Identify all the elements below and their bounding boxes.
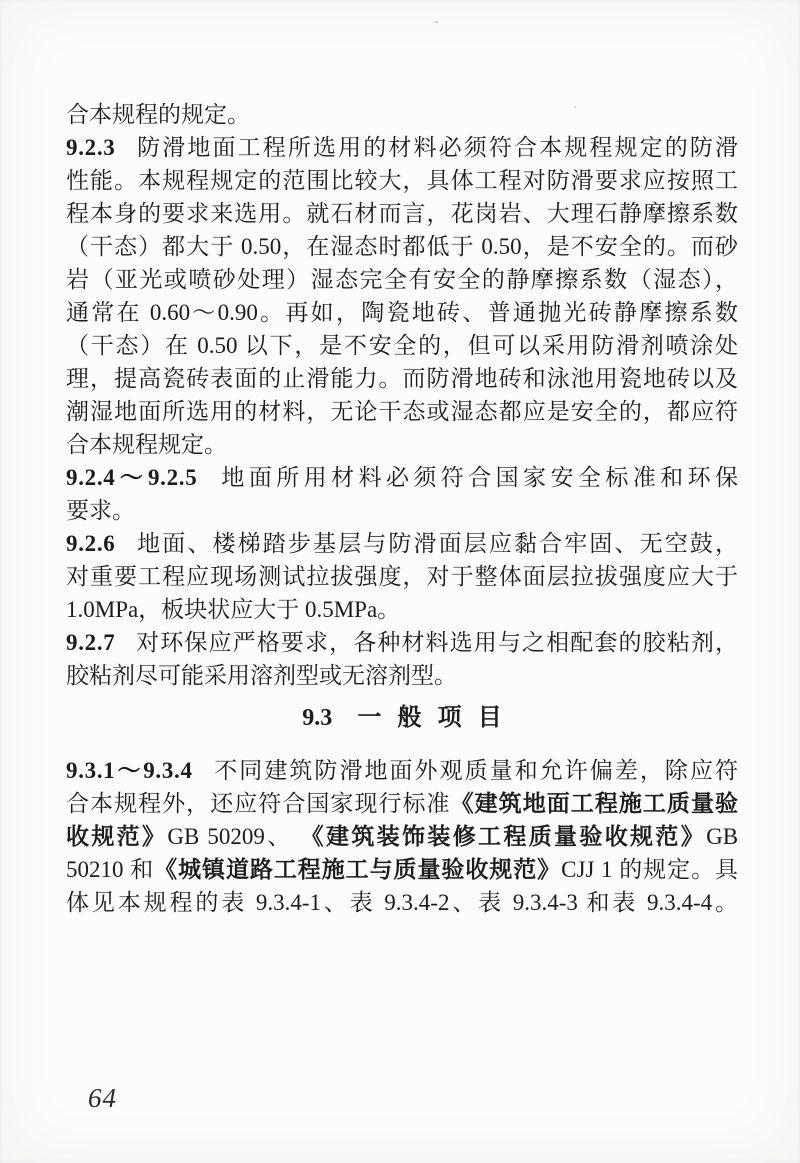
text-line (66, 362, 738, 395)
text-segment: 岩（亚光或喷砂处理）湿态完全有安全的静摩擦系数（湿态）， (66, 267, 738, 292)
text-line (66, 853, 738, 886)
text-segment: 1.0MPa，板块状应大于 0.5MPa。 (66, 597, 401, 622)
text-line (66, 461, 738, 494)
text-segment: （干态）都大于 0.50，在湿态时都低于 0.50，是不安全的。而砂 (66, 234, 738, 259)
text-segment: CJJ 1 的规定。具 (561, 857, 739, 882)
text-segment: 合本规程规定。 (66, 432, 227, 457)
text-line (66, 659, 738, 692)
text-segment: 程本身的要求来选用。就石材而言，花岗岩、大理石静摩擦系数 (66, 201, 738, 226)
text-line (66, 820, 738, 853)
text-segment: 胶粘剂尽可能采用溶剂型或无溶剂型。 (66, 663, 457, 688)
text-segment: 对环保应严格要求，各种材料选用与之相配套的胶粘剂， (135, 630, 738, 655)
text-segment: 对重要工程应现场测试拉拔强度，对于整体面层拉拔强度应大于 (66, 564, 738, 589)
text-segment: 防滑地面工程所选用的材料必须符合本规程规定的防滑 (135, 135, 738, 160)
text-line (66, 626, 738, 659)
text-line (66, 560, 738, 593)
standard-title: 收规范》 (66, 824, 168, 849)
standard-title: 《建筑地面工程施工质量验 (450, 791, 739, 816)
text-line (66, 395, 738, 428)
text-line (66, 494, 738, 527)
text-line (66, 527, 738, 560)
text-line (66, 787, 738, 820)
text-segment: （干态）在 0.50 以下，是不安全的，但可以采用防滑剂喷涂处 (66, 333, 738, 358)
text-line (66, 263, 738, 296)
text-line (66, 131, 738, 164)
text-segment: 不同建筑防滑地面外观质量和允许偏差，除应符 (212, 758, 739, 783)
text-line (66, 428, 738, 461)
text-segment: GB 50209、 (167, 824, 301, 849)
clause-number: 9.2.3 (66, 135, 116, 160)
text-line (66, 230, 738, 263)
document-body-text (66, 98, 738, 919)
clause-number: 9.2.4～9.2.5 (66, 465, 198, 490)
text-segment: 性能。本规程规定的范围比较大，具体工程对防滑要求应按照工 (66, 168, 738, 193)
text-segment: 50210 和 (66, 857, 155, 882)
text-segment: GB (706, 824, 739, 849)
standard-title: 《建筑装饰装修工程质量验收规范》 (300, 824, 707, 849)
text-segment: 地面所用材料必须符合国家安全标准和环保 (216, 465, 738, 490)
text-segment: 合本规程的规定。 (66, 102, 250, 127)
scan-speck (435, 21, 438, 23)
text-line (66, 886, 738, 919)
text-line (66, 329, 738, 362)
text-segment: 要求。 (66, 498, 135, 523)
standard-title: 《城镇道路工程施工与质量验收规范》 (154, 857, 562, 882)
text-segment: 合本规程外，还应符合国家现行标准 (66, 791, 451, 816)
text-line (66, 296, 738, 329)
text-line (66, 593, 738, 626)
clause-number: 9.3.1～9.3.4 (66, 758, 193, 783)
section-heading (66, 702, 738, 735)
heading-number: 9.3 (302, 705, 333, 731)
text-segment: 理，提高瓷砖表面的止滑能力。而防滑地砖和泳池用瓷地砖以及 (66, 366, 738, 391)
text-segment: 潮湿地面所选用的材料，无论干态或湿态都应是安全的，都应符 (66, 399, 738, 424)
text-segment: 体见本规程的表 9.3.4-1、表 9.3.4-2、表 9.3.4-3 和表 9.3.4-4。 (66, 890, 738, 915)
clause-number: 9.2.6 (66, 531, 116, 556)
text-line (66, 98, 738, 131)
text-line (66, 754, 738, 787)
text-line (66, 197, 738, 230)
heading-title: 一 般 项 目 (357, 705, 502, 731)
text-segment: 地面、楼梯踏步基层与防滑面层应黏合牢固、无空鼓， (135, 531, 738, 556)
page-number: 64 (88, 1083, 117, 1113)
clause-number: 9.2.7 (66, 630, 116, 655)
text-line (66, 164, 738, 197)
text-segment: 通常在 0.60～0.90。再如，陶瓷地砖、普通抛光砖静摩擦系数 (66, 300, 738, 325)
